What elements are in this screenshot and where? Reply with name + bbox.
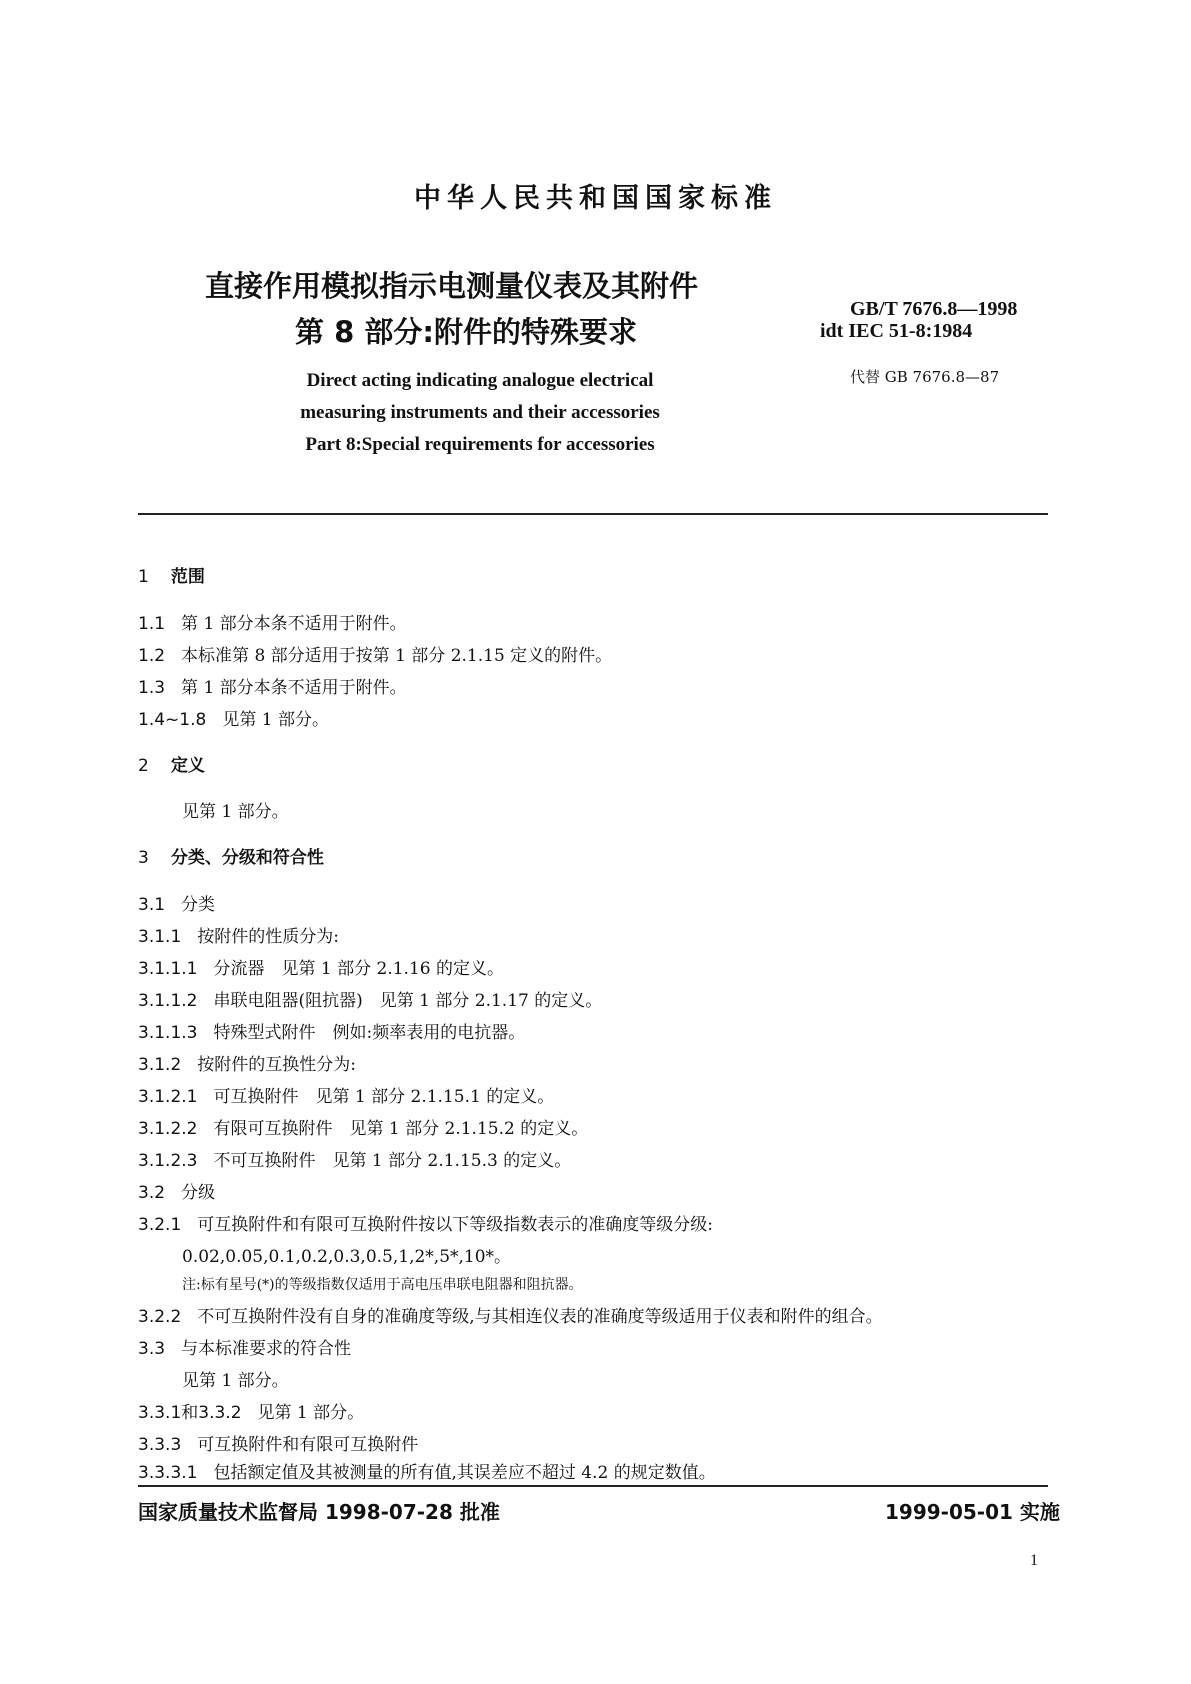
clause-number: 3.1.2.3 <box>138 1151 198 1171</box>
clause-number: 3.3.3.1 <box>138 1463 198 1483</box>
section-2-text: 见第 1 部分。 <box>182 802 289 822</box>
clause-3-1-1-2 <box>138 986 602 1011</box>
clause-number: 3.1.1.1 <box>138 959 198 979</box>
clause-text: 分级 <box>181 1183 216 1203</box>
clause-text: 特殊型式附件 例如:频率表用的电抗器。 <box>213 1023 526 1043</box>
clause-text: 与本标准要求的符合性 <box>181 1339 352 1359</box>
clause-number: 3.1.1.3 <box>138 1023 198 1043</box>
clause-number: 3.1 <box>138 895 166 915</box>
clause-text: 分类 <box>181 895 216 915</box>
clause-number: 1.3 <box>138 678 166 698</box>
clause-1-4 <box>138 705 329 730</box>
clause-number: 3.1.1.2 <box>138 991 198 1011</box>
clause-1-3 <box>138 673 407 698</box>
section-title: 定义 <box>170 756 205 776</box>
clause-3-1-1-1 <box>138 954 504 979</box>
clause-3-3-3 <box>138 1430 418 1455</box>
clause-1-1 <box>138 609 407 634</box>
section-number: 3 <box>138 848 149 868</box>
clause-3-3-text: 见第 1 部分。 <box>182 1371 289 1391</box>
clause-text: 串联电阻器(阻抗器) 见第 1 部分 2.1.17 的定义。 <box>213 991 603 1011</box>
clause-text: 不可互换附件 见第 1 部分 2.1.15.3 的定义。 <box>213 1151 572 1171</box>
clause-text: 可互换附件和有限可互换附件 <box>197 1435 419 1455</box>
clause-number: 1.2 <box>138 646 166 666</box>
clause-3-1 <box>138 890 215 915</box>
clause-3-1-2 <box>138 1050 356 1075</box>
clause-3-2-1 <box>138 1210 713 1235</box>
clause-number: 3.2.2 <box>138 1307 182 1327</box>
clause-3-1-1 <box>138 922 339 947</box>
clause-number: 3.3.3 <box>138 1435 182 1455</box>
clause-text: 不可互换附件没有自身的准确度等级,与其相连仪表的准确度等级适用于仪表和附件的组合。 <box>197 1307 883 1327</box>
clause-text: 分流器 见第 1 部分 2.1.16 的定义。 <box>213 959 504 979</box>
clause-text: 包括额定值及其被测量的所有值,其误差应不超过 4.2 的规定数值。 <box>213 1463 716 1483</box>
idt-reference: idt IEC 51-8:1984 <box>820 320 973 342</box>
clause-3-1-2-3 <box>138 1146 571 1171</box>
section-1-heading <box>138 562 205 587</box>
section-title: 分类、分级和符合性 <box>170 848 324 868</box>
title-en-line2: measuring instruments and their accessories <box>300 402 660 423</box>
clause-text: 见第 1 部分。 <box>257 1403 365 1423</box>
clause-text: 第 1 部分本条不适用于附件。 <box>181 614 407 634</box>
clause-text: 见第 1 部分。 <box>222 710 329 730</box>
implementation-line: 1999-05-01 实施 <box>885 1500 1060 1524</box>
clause-text: 按附件的性质分为: <box>197 927 339 947</box>
title-zh-line1: 直接作用模拟指示电测量仪表及其附件 <box>205 269 699 303</box>
clause-text: 本标准第 8 部分适用于按第 1 部分 2.1.15 定义的附件。 <box>181 646 613 666</box>
top-divider <box>138 513 1048 515</box>
clause-3-2-2 <box>138 1302 883 1327</box>
section-2-heading <box>138 751 205 776</box>
clause-1-2 <box>138 641 612 666</box>
clause-text: 可互换附件和有限可互换附件按以下等级指数表示的准确度等级分级: <box>197 1215 713 1235</box>
clause-number: 3.1.2.1 <box>138 1087 198 1107</box>
clause-number: 3.3.1和3.3.2 <box>138 1403 242 1423</box>
title-en-line3: Part 8:Special requirements for accessories <box>305 434 655 455</box>
clause-number: 3.1.2 <box>138 1055 182 1075</box>
clause-3-3-1 <box>138 1398 364 1423</box>
clause-number: 1.1 <box>138 614 166 634</box>
clause-text: 第 1 部分本条不适用于附件。 <box>181 678 407 698</box>
clause-3-2 <box>138 1178 215 1203</box>
clause-text: 按附件的互换性分为: <box>197 1055 356 1075</box>
accuracy-class-note: 注:标有星号(*)的等级指数仅适用于高电压串联电阻器和阻抗器。 <box>182 1277 583 1293</box>
clause-number: 3.2 <box>138 1183 166 1203</box>
section-title: 范围 <box>170 567 205 587</box>
section-number: 2 <box>138 756 149 776</box>
clause-number: 3.2.1 <box>138 1215 182 1235</box>
clause-3-3 <box>138 1334 351 1359</box>
clause-3-1-2-1 <box>138 1082 554 1107</box>
replaces-reference: 代替 GB 7676.8—87 <box>850 368 1000 386</box>
clause-number: 3.1.1 <box>138 927 182 947</box>
standard-number: GB/T 7676.8—1998 <box>850 298 1018 320</box>
clause-number: 3.1.2.2 <box>138 1119 198 1139</box>
page-number: 1 <box>1030 1552 1038 1569</box>
clause-text: 可互换附件 见第 1 部分 2.1.15.1 的定义。 <box>213 1087 555 1107</box>
section-3-heading <box>138 843 324 868</box>
clause-3-1-1-3 <box>138 1018 525 1043</box>
accuracy-class-values: 0.02,0.05,0.1,0.2,0.3,0.5,1,2*,5*,10*。 <box>182 1247 512 1267</box>
clause-text: 有限可互换附件 见第 1 部分 2.1.15.2 的定义。 <box>213 1119 589 1139</box>
bottom-divider <box>138 1485 1048 1487</box>
section-number: 1 <box>138 567 149 587</box>
clause-number: 3.3 <box>138 1339 166 1359</box>
clause-3-1-2-2 <box>138 1114 588 1139</box>
title-en-line1: Direct acting indicating analogue electrical <box>306 370 654 391</box>
national-standard-title: 中华人民共和国国家标准 <box>414 183 777 214</box>
title-zh-line2: 第 8 部分:附件的特殊要求 <box>295 315 637 349</box>
clause-number: 1.4~1.8 <box>138 710 207 730</box>
clause-3-3-3-1 <box>138 1458 716 1483</box>
approval-line: 国家质量技术监督局 1998-07-28 批准 <box>138 1500 500 1524</box>
